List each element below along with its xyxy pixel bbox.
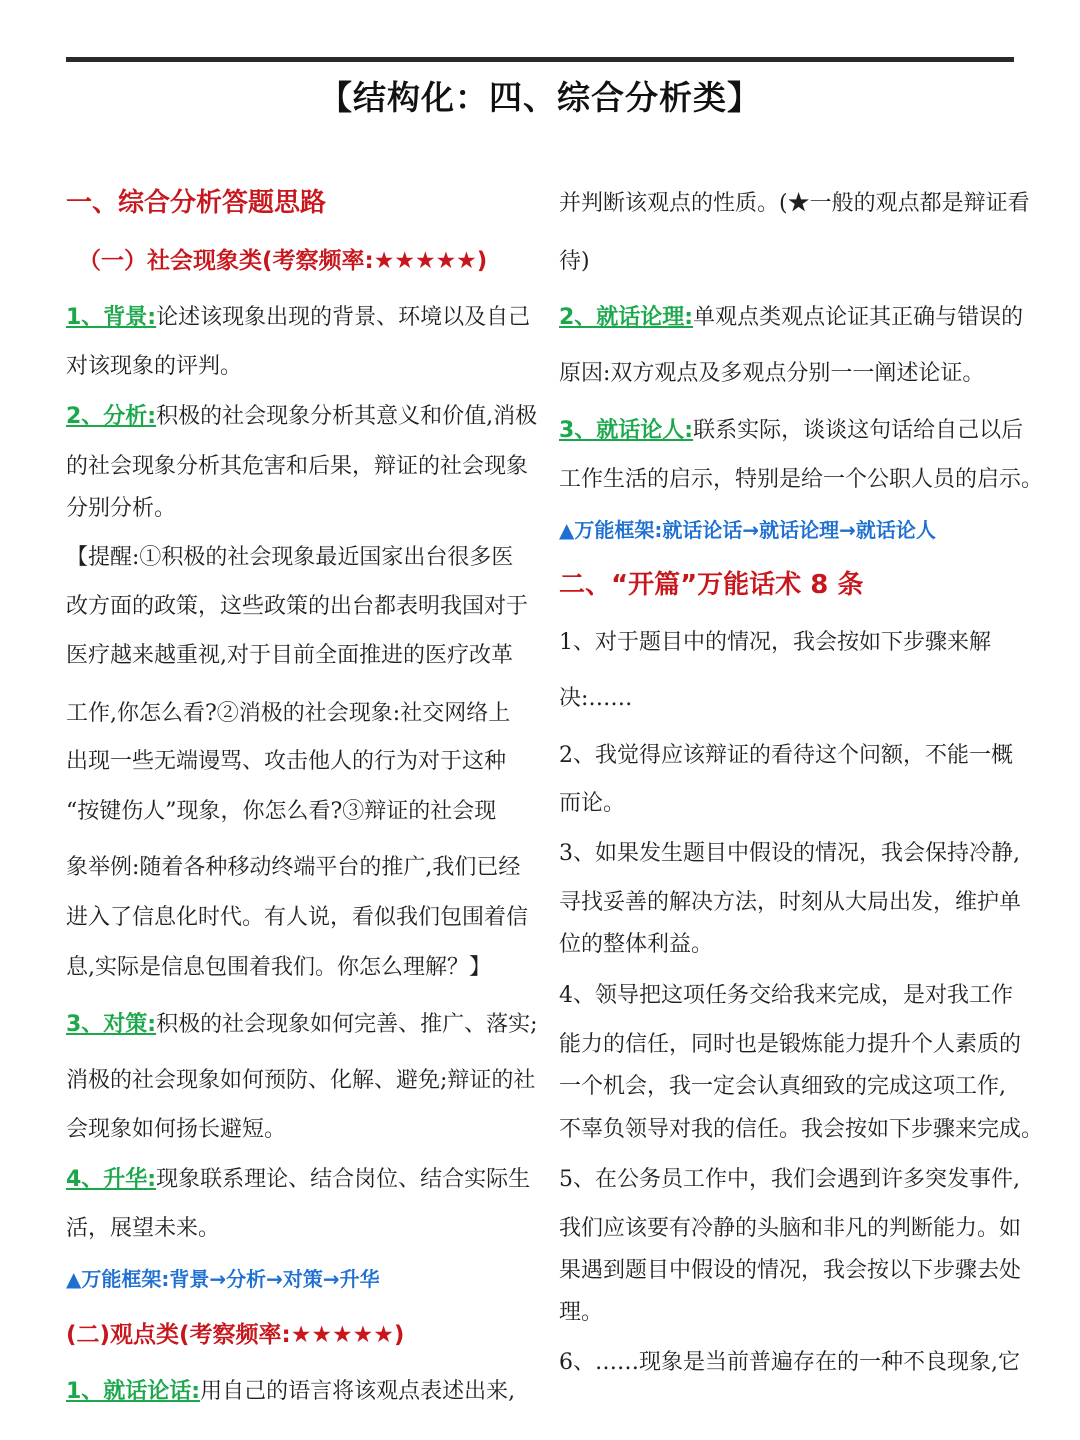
item6-text: 单观点类观点论证其正确与错误的 bbox=[693, 305, 1024, 330]
tip-line: 息,实际是信息包围着我们。你怎么理解？】 bbox=[66, 955, 491, 980]
framework-line-2: ▲万能框架:就话论话→就话论理→就话论人 bbox=[559, 518, 936, 542]
phrase-line: 理。 bbox=[559, 1300, 604, 1325]
item5-lead: 1、就话论话: bbox=[66, 1379, 201, 1404]
phrase-line: 位的整体利益。 bbox=[559, 932, 714, 957]
phrase-line: 我们应该要有冷静的头脑和非凡的判断能力。如 bbox=[559, 1216, 1022, 1241]
item7-lead: 3、就话论人: bbox=[559, 418, 694, 443]
item1-line1 bbox=[66, 303, 530, 333]
tip-line: 改方面的政策，这些政策的出台都表明我国对于 bbox=[66, 594, 529, 619]
item6-line1 bbox=[559, 303, 1023, 333]
item7-line2: 工作生活的启示，特别是给一个公职人员的启示。 bbox=[559, 467, 1044, 492]
tip-line: 工作,你怎么看?②消极的社会现象:社交网络上 bbox=[66, 701, 511, 726]
sub1-heading: （一）社会现象类(考察频率:★★★★★) bbox=[78, 248, 488, 274]
item6-lead: 2、就话论理: bbox=[559, 305, 694, 330]
tip-line: 进入了信息化时代。有人说，看似我们包围着信 bbox=[66, 905, 529, 930]
item2-line1 bbox=[66, 402, 537, 432]
item3-line2: 消极的社会现象如何预防、化解、避免;辩证的社 bbox=[66, 1068, 536, 1093]
phrase-line: 4、领导把这项任务交给我来完成，是对我工作 bbox=[559, 983, 1013, 1008]
item3-line3: 会现象如何扬长避短。 bbox=[66, 1117, 287, 1142]
item3-lead: 3、对策: bbox=[66, 1012, 157, 1037]
item5-text: 用自己的语言将该观点表述出来, bbox=[200, 1379, 516, 1404]
phrase-line: 1、对于题目中的情况，我会按如下步骤来解 bbox=[559, 630, 991, 655]
item4-line1 bbox=[66, 1165, 530, 1195]
phrase-line: 3、如果发生题目中假设的情况，我会保持冷静, bbox=[559, 841, 1020, 866]
tip-line: 医疗越来越重视,对于目前全面推进的医疗改革 bbox=[66, 643, 513, 668]
phrase-line: 果遇到题目中假设的情况，我会按以下步骤去处 bbox=[559, 1258, 1022, 1283]
section1-heading: 一、综合分析答题思路 bbox=[66, 188, 327, 218]
item2-lead: 2、分析: bbox=[66, 404, 157, 429]
item2-line2: 的社会现象分析其危害和后果，辩证的社会现象 bbox=[66, 454, 529, 479]
item4-text: 现象联系理论、结合岗位、结合实际生 bbox=[156, 1167, 531, 1192]
page-title: 【结构化：四、综合分析类】 bbox=[319, 78, 761, 117]
item6-line2: 原因:双方观点及多观点分别一一阐述论证。 bbox=[559, 361, 985, 386]
tip-line: 【提醒:①积极的社会现象最近国家出台很多医 bbox=[66, 545, 514, 570]
phrase-line: 能力的信任，同时也是锻炼能力提升个人素质的 bbox=[559, 1032, 1022, 1057]
phrase-line: 6、……现象是当前普遍存在的一种不良现象,它 bbox=[559, 1350, 1020, 1375]
item4-lead: 4、升华: bbox=[66, 1167, 157, 1192]
item7-line1 bbox=[559, 416, 1023, 446]
framework-line-1: ▲万能框架:背景→分析→对策→升华 bbox=[66, 1267, 380, 1291]
item7-text: 联系实际，谈谈这句话给自己以后 bbox=[693, 418, 1024, 443]
phrase-line: 2、我觉得应该辩证的看待这个问额，不能一概 bbox=[559, 743, 1013, 768]
item1-lead: 1、背景: bbox=[66, 305, 157, 330]
phrase-line: 决:…… bbox=[559, 686, 633, 711]
phrase-line: 不辜负领导对我的信任。我会按如下步骤来完成。 bbox=[559, 1117, 1044, 1142]
section2-heading: 二、“开篇”万能话术 8 条 bbox=[559, 570, 864, 600]
continued-line: 待) bbox=[559, 249, 590, 274]
item1-text: 论述该现象出现的背景、环境以及自己 bbox=[156, 305, 531, 330]
item5-line1 bbox=[66, 1377, 515, 1407]
sub2-heading: (二)观点类(考察频率:★★★★★) bbox=[66, 1322, 405, 1348]
tip-line: 象举例:随着各种移动终端平台的推广,我们已经 bbox=[66, 855, 521, 880]
tip-line: 出现一些无端谩骂、攻击他人的行为对于这种 bbox=[66, 749, 507, 774]
item3-text: 积极的社会现象如何完善、推广、落实; bbox=[156, 1012, 538, 1037]
continued-line: 并判断该观点的性质。(★一般的观点都是辩证看 bbox=[559, 191, 1030, 216]
item4-line2: 活，展望未来。 bbox=[66, 1216, 221, 1241]
item1-line2: 对该现象的评判。 bbox=[66, 354, 243, 379]
phrase-line: 而论。 bbox=[559, 791, 626, 816]
phrase-line: 寻找妥善的解决方法，时刻从大局出发，维护单 bbox=[559, 890, 1022, 915]
item3-line1 bbox=[66, 1010, 538, 1040]
phrase-line: 一个机会，我一定会认真细致的完成这项工作, bbox=[559, 1074, 1006, 1099]
item2-line3: 分别分析。 bbox=[66, 496, 177, 521]
phrase-line: 5、在公务员工作中，我们会遇到许多突发事件, bbox=[559, 1167, 1020, 1192]
item2-text: 积极的社会现象分析其意义和价值,消极 bbox=[156, 404, 538, 429]
top-divider bbox=[66, 57, 1014, 62]
tip-line: “按键伤人”现象，你怎么看?③辩证的社会现 bbox=[66, 799, 497, 824]
